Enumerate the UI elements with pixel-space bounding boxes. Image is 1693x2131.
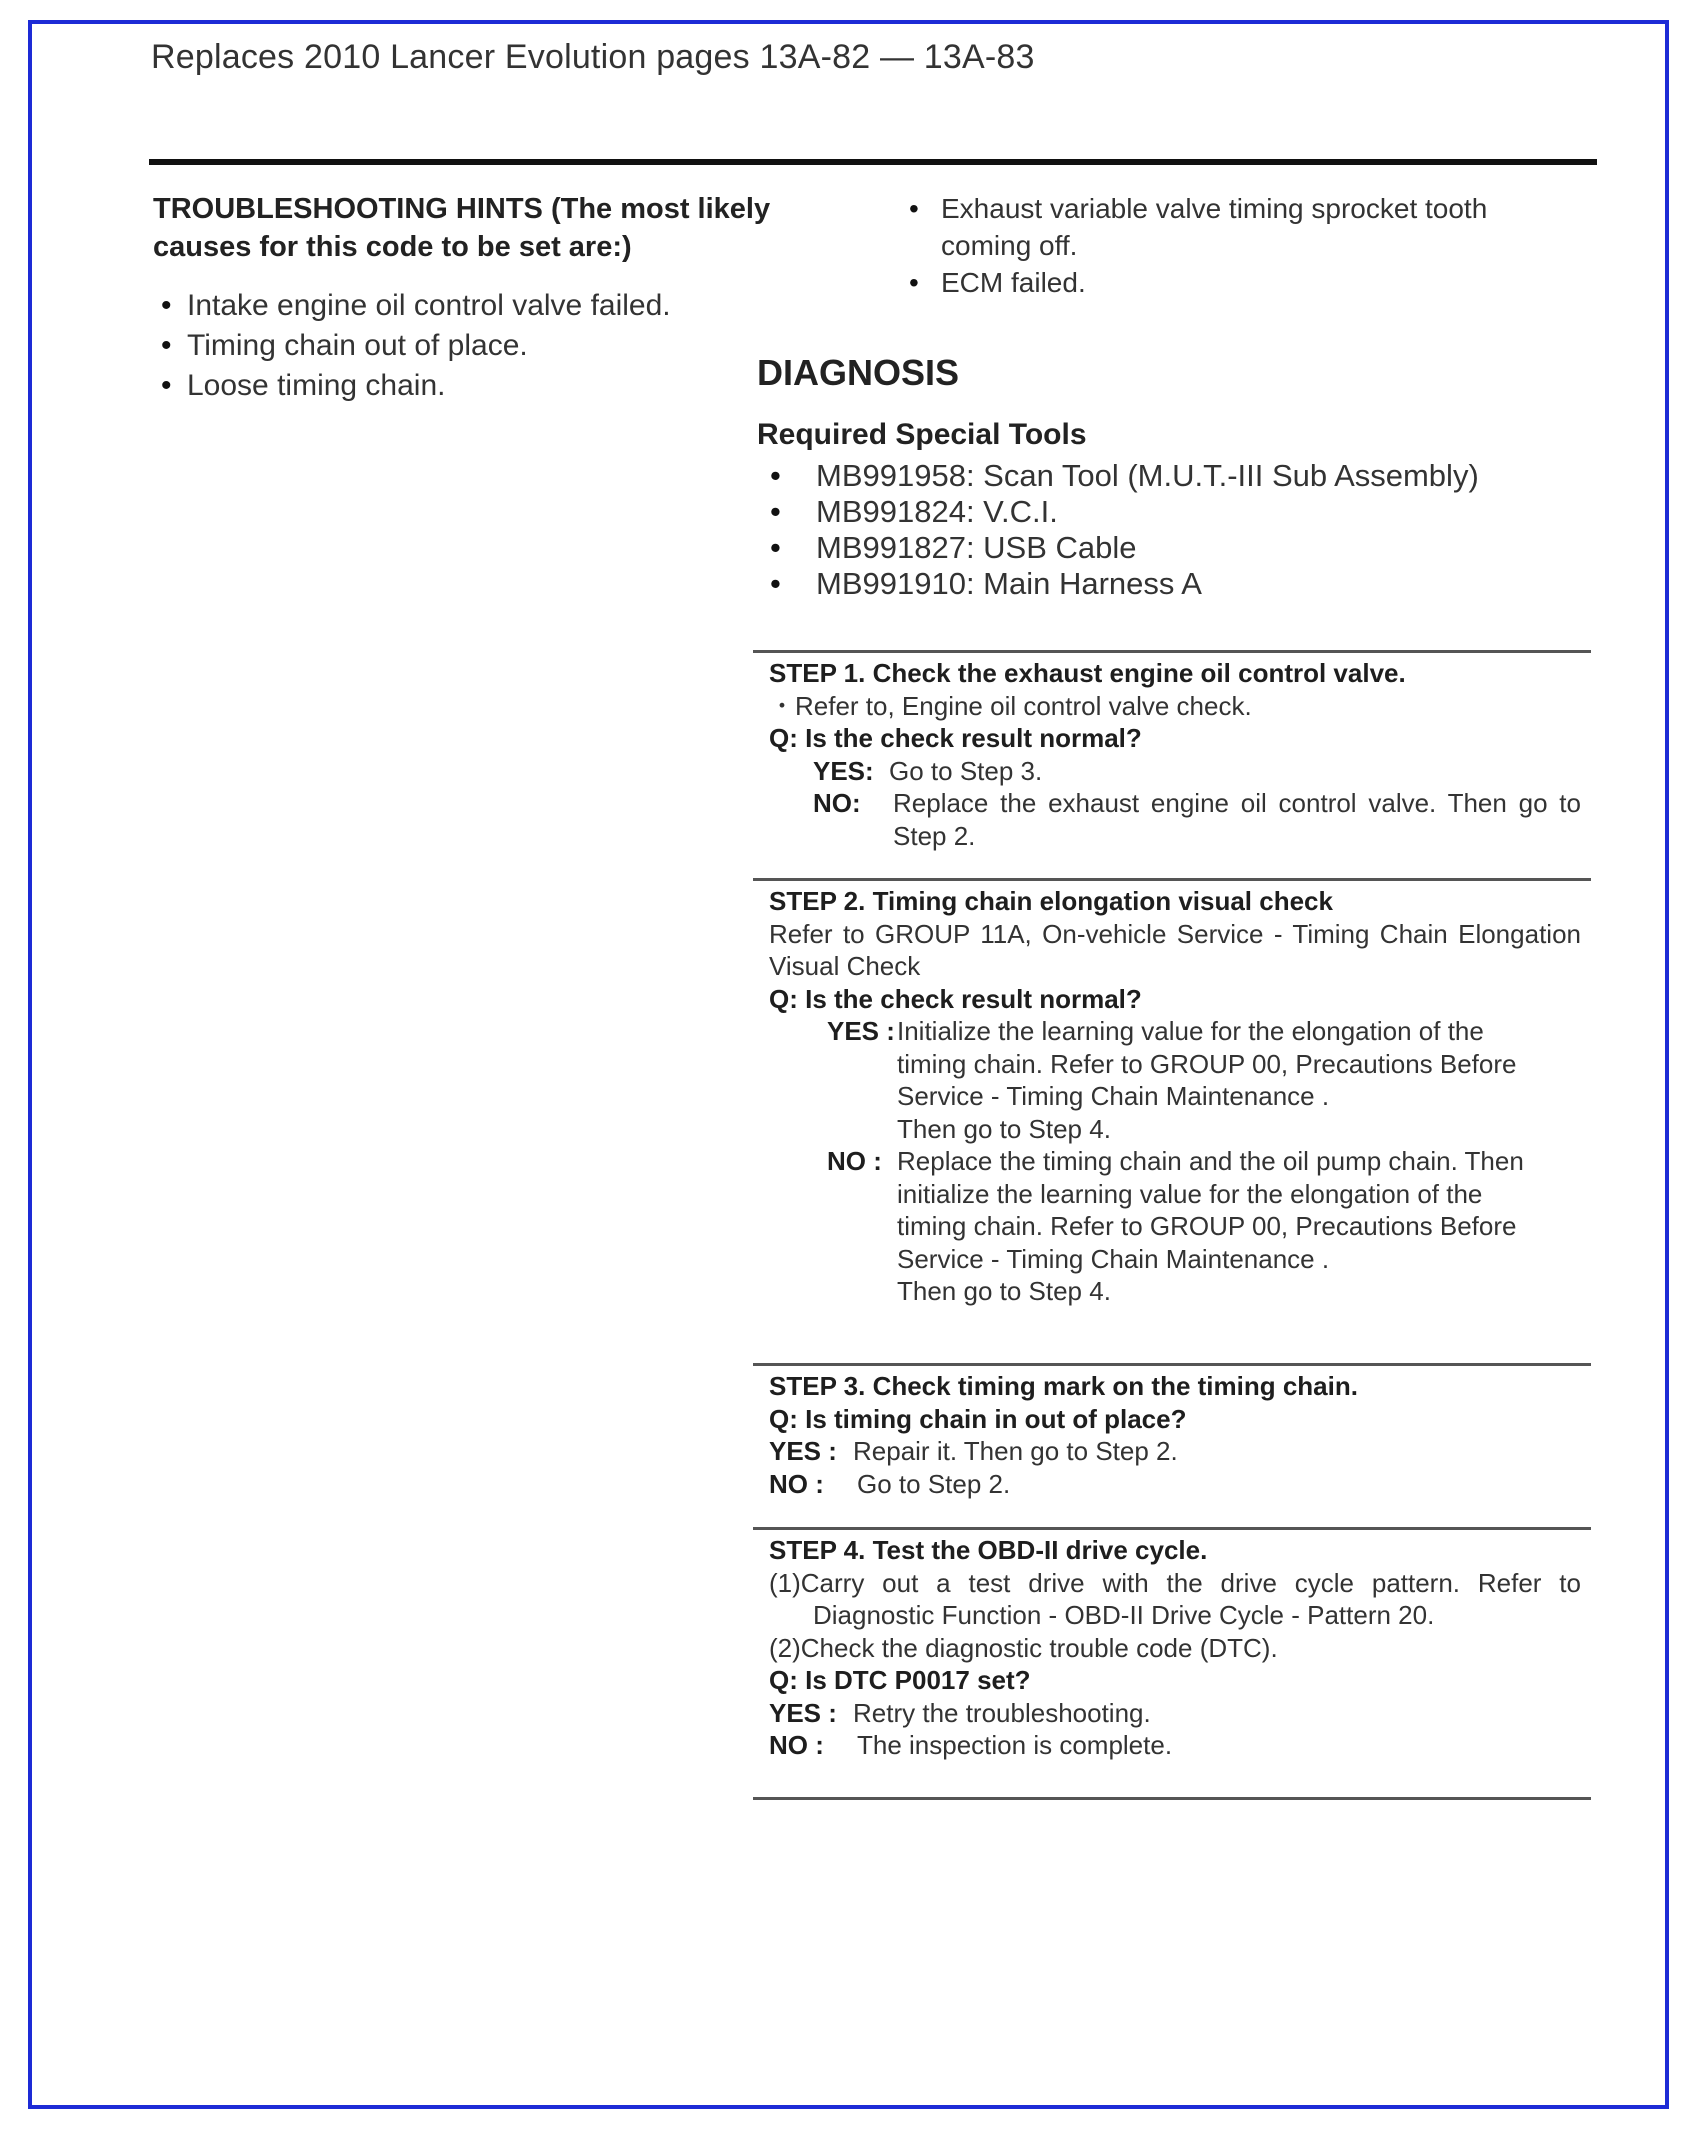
no-then: Then go to Step 4. [897,1276,1111,1306]
yes-label: YES : [769,1436,837,1466]
step-question: Q: Is the check result normal? [769,723,1142,753]
step-question: Q: Is timing chain in out of place? [769,1403,1187,1434]
no-label: NO : [769,1468,824,1499]
list-item: • Exhaust variable valve timing sprocket tooth coming off. [905,190,1565,264]
diagnosis-heading: DIAGNOSIS [757,352,960,393]
no-label: NO : [769,1730,824,1760]
no-text: The inspection is complete. [857,1730,1173,1760]
hints-title: TROUBLESHOOTING HINTS (The most likely causes for this code to be set are:) [153,193,771,263]
table-bottom-divider [753,1797,1591,1800]
no-label: NO : [827,1146,882,1176]
troubleshooting-hints [153,190,793,406]
step-2 [753,878,1591,1308]
step-1 [753,650,1591,852]
answer-no [769,1729,1581,1762]
answer-no [769,1145,1581,1308]
no-label: NO: [813,788,861,818]
answer-no [769,1468,1581,1501]
step-reference: ・Refer to, Engine oil control valve check. [769,690,1252,721]
yes-text: Repair it. Then go to Step 2. [853,1436,1178,1466]
list-item: • Intake engine oil control valve failed. [153,286,793,326]
step-4 [753,1527,1591,1762]
hints-list-continued [905,190,1565,301]
list-item: • MB991910: Main Harness A [770,566,1479,602]
yes-label: YES : [827,1016,895,1046]
yes-text: Go to Step 3. [889,755,1043,786]
yes-then: Then go to Step 4. [897,1113,1111,1144]
list-item: • MB991958: Scan Tool (M.U.T.-III Sub Assembly) [770,458,1479,494]
step-instruction-1: (1)Carry out a test drive with the drive cycle pattern. Refer to Diagnostic Function - OBD-II Drive Cycle - Pattern 20. [769,1567,1581,1630]
step-question: Q: Is the check result normal? [769,983,1142,1014]
answer-yes [769,1435,1581,1468]
step-title: STEP 2. Timing chain elongation visual check [769,886,1333,916]
answer-yes [769,1697,1581,1730]
yes-label: YES : [769,1697,837,1728]
answer-yes [769,755,1581,788]
header-divider [149,159,1597,165]
hints-list [153,286,793,406]
step-instruction-2: (2)Check the diagnostic trouble code (DTC). [769,1632,1278,1663]
answer-yes [769,1015,1581,1145]
no-text: Go to Step 2. [857,1468,1011,1499]
list-item: • MB991827: USB Cable [770,530,1479,566]
step-reference: Refer to GROUP 11A, On-vehicle Service - Timing Chain Elongation Visual Check [769,918,1581,981]
list-item: • Timing chain out of place. [153,326,793,366]
list-item: • MB991824: V.C.I. [770,494,1479,530]
step-title: STEP 1. Check the exhaust engine oil control valve. [769,658,1406,688]
step-3 [753,1363,1591,1500]
answer-no [769,787,1581,852]
step-title: STEP 4. Test the OBD-II drive cycle. [769,1535,1208,1565]
tools-heading: Required Special Tools [757,418,1087,451]
tools-list [770,458,1479,602]
list-item: • ECM failed. [905,264,1565,301]
no-text: Replace the timing chain and the oil pump chain. Then initialize the learning value for the elongation of the timing chain. Refer to GROUP 00, Precautions Before Service - Timing Chain Maintenance . [897,1146,1524,1274]
page-header: Replaces 2010 Lancer Evolution pages 13A-82 — 13A-83 [151,38,1035,76]
yes-label: YES: [813,755,874,786]
list-item: • Loose timing chain. [153,366,793,406]
yes-text: Retry the troubleshooting. [853,1697,1151,1728]
step-title: STEP 3. Check timing mark on the timing chain. [769,1371,1358,1401]
step-question: Q: Is DTC P0017 set? [769,1665,1031,1695]
yes-text: Initialize the learning value for the elongation of the timing chain. Refer to GROUP 00, Precautions Before Service - Timing Chain Maintenance . [897,1016,1517,1111]
no-text: Replace the exhaust engine oil control valve. Then go to Step 2. [893,788,1581,851]
